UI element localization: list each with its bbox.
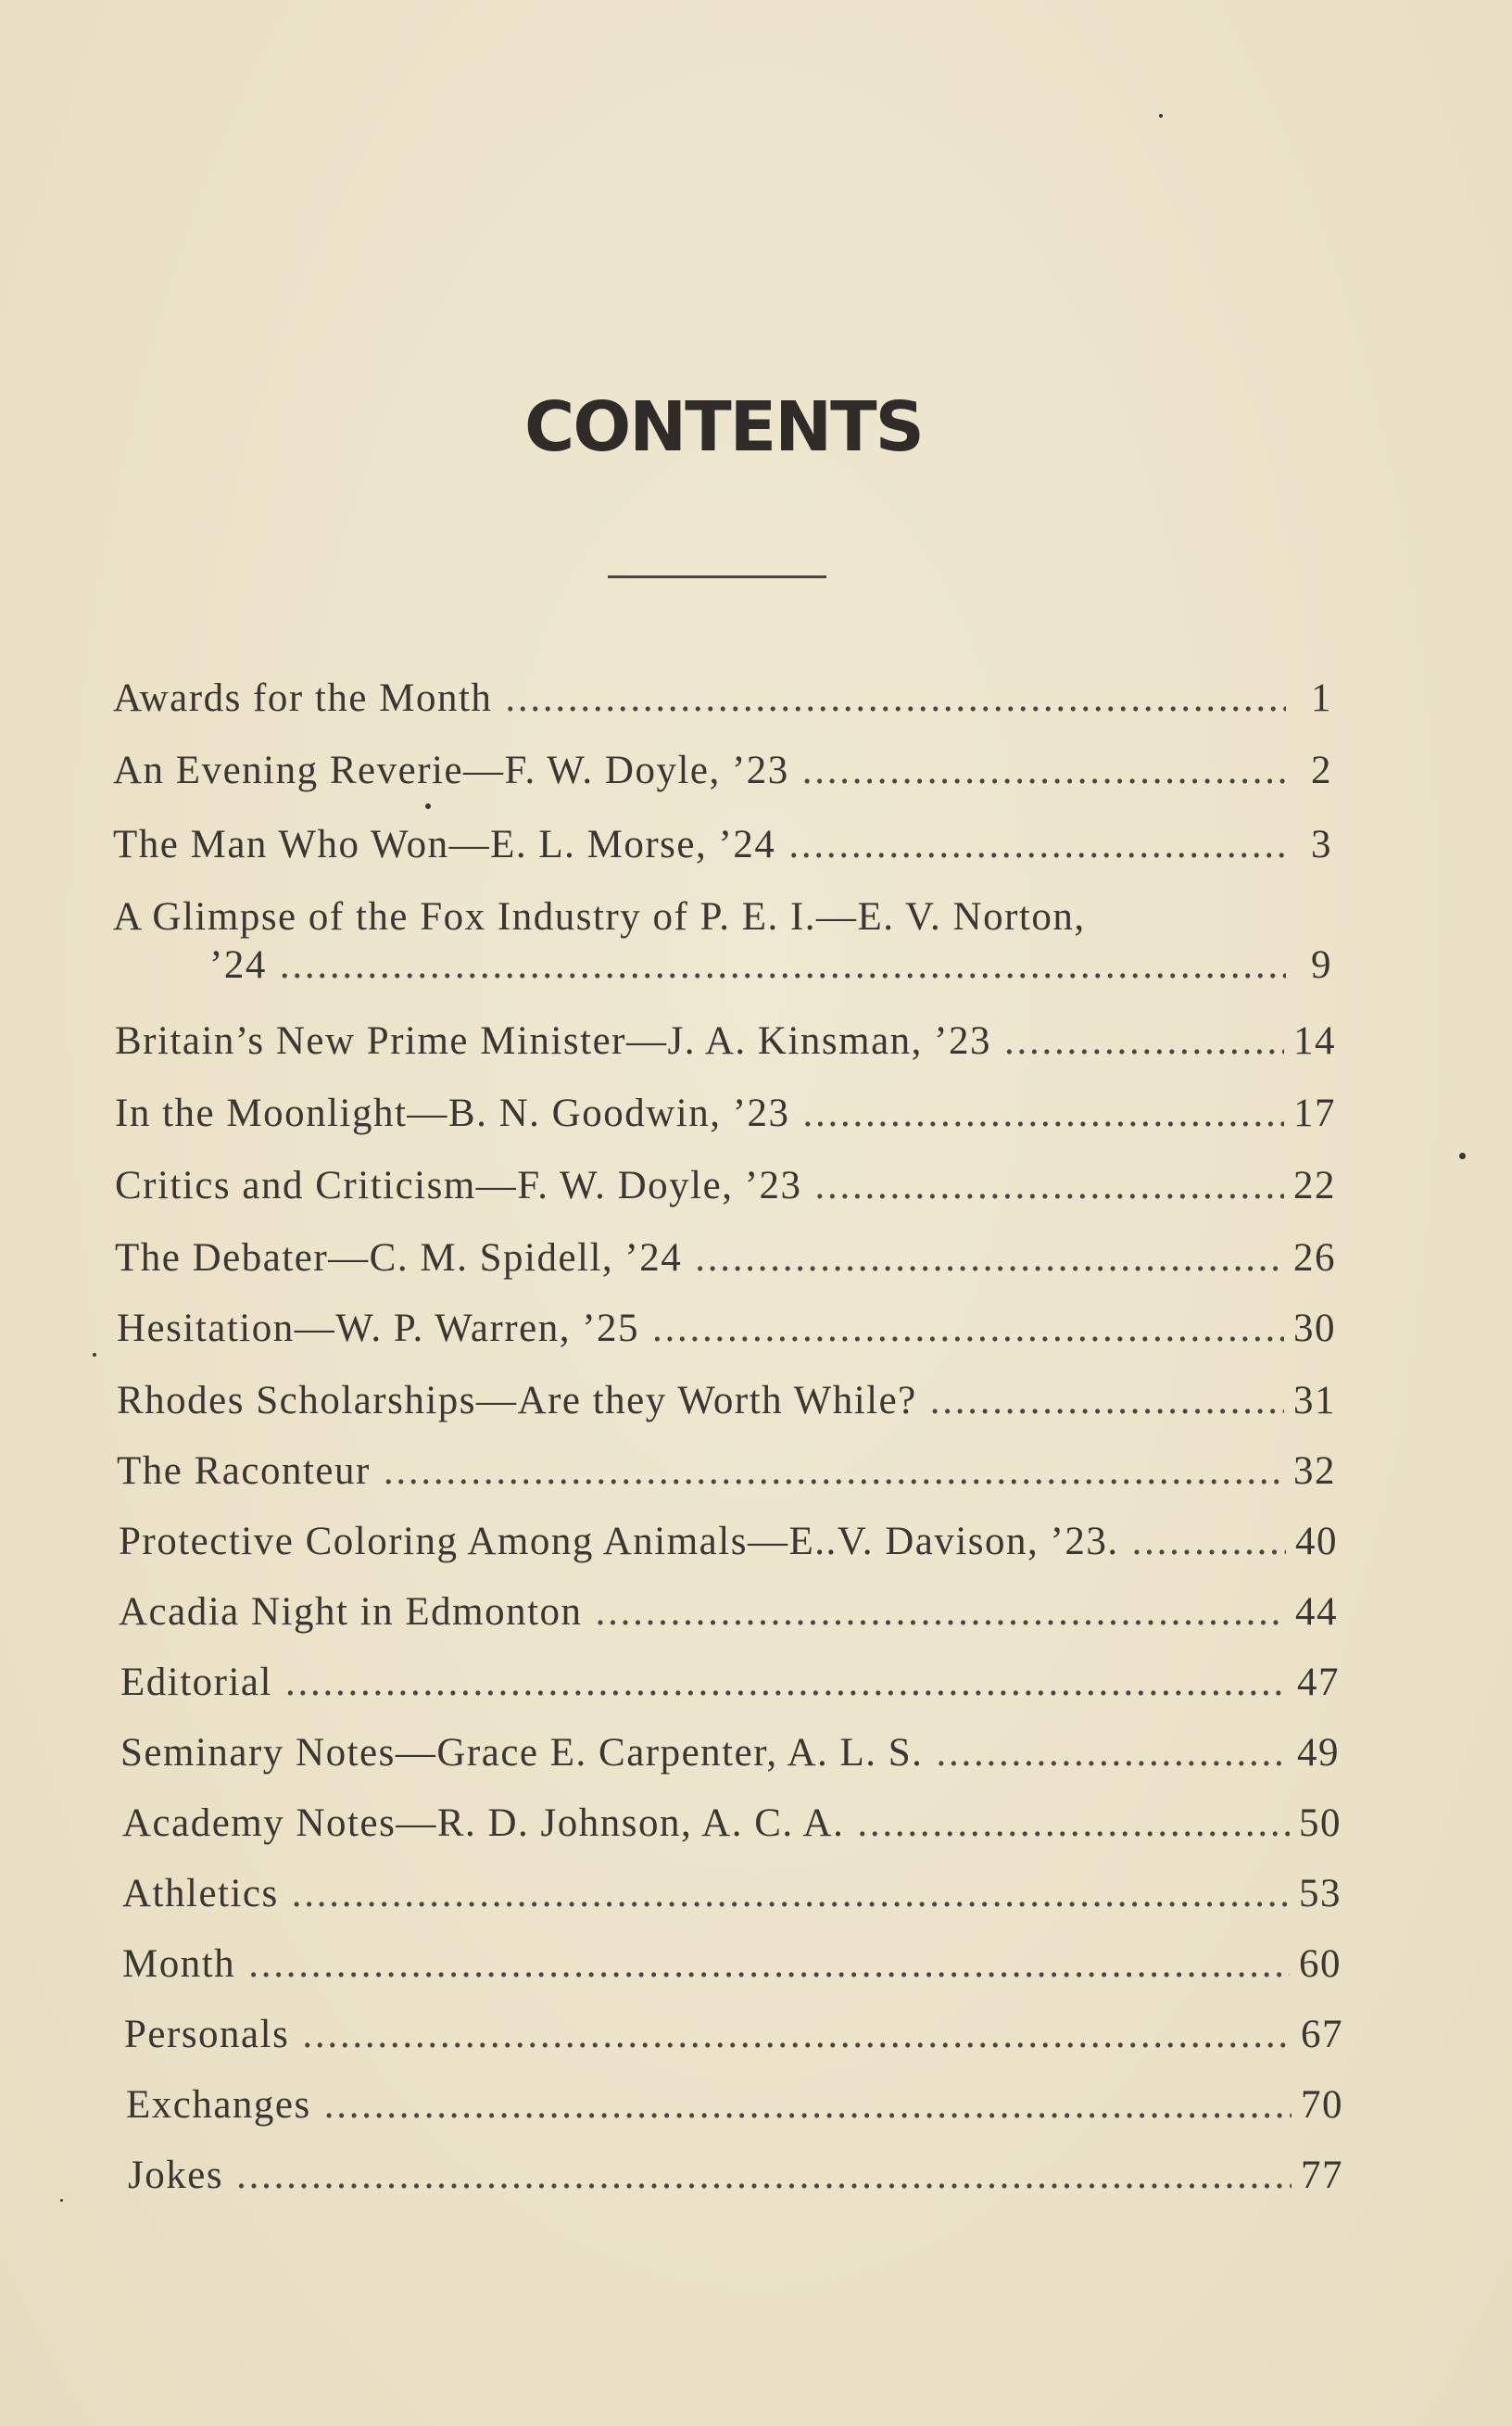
paper-speck bbox=[1459, 1153, 1466, 1159]
toc-entry[interactable] bbox=[115, 1162, 1336, 1210]
toc-entry[interactable] bbox=[126, 2081, 1343, 2129]
entry-title: In the Moonlight—B. N. Goodwin, ’23 bbox=[115, 1092, 790, 1135]
entry-title: A Glimpse of the Fox Industry of P. E. I.—E. V. Norton, bbox=[113, 895, 1086, 939]
dot-leader bbox=[652, 1305, 1284, 1353]
entry-page-number: 40 bbox=[1295, 1520, 1338, 1563]
entry-page-number: 17 bbox=[1293, 1092, 1336, 1135]
entry-title: Academy Notes—R. D. Johnson, A. C. A. bbox=[122, 1801, 845, 1845]
paper-speck bbox=[60, 2199, 63, 2202]
page-title: CONTENTS bbox=[524, 387, 923, 467]
toc-entry-continuation[interactable] bbox=[209, 941, 1332, 990]
toc-entry-first-line[interactable] bbox=[113, 893, 1332, 941]
dot-leader bbox=[1132, 1518, 1286, 1566]
dot-leader bbox=[857, 1800, 1290, 1848]
entry-title: The Raconteur bbox=[117, 1449, 371, 1493]
dot-leader bbox=[505, 675, 1286, 723]
entry-page-number: 22 bbox=[1293, 1164, 1336, 1207]
entry-title: Britain’s New Prime Minister—J. A. Kinsman, ’23 bbox=[115, 1019, 991, 1063]
toc-entry[interactable] bbox=[124, 2011, 1343, 2059]
entry-page-number: 3 bbox=[1311, 823, 1332, 866]
entry-page-number: 2 bbox=[1311, 749, 1332, 792]
dot-leader bbox=[1004, 1017, 1284, 1066]
toc-entry[interactable] bbox=[117, 1447, 1336, 1496]
entry-title: Seminary Notes—Grace E. Carpenter, A. L. S. bbox=[120, 1731, 924, 1775]
entry-title: The Debater—C. M. Spidell, ’24 bbox=[115, 1236, 683, 1280]
dot-leader bbox=[802, 747, 1286, 795]
toc-entry[interactable] bbox=[117, 1305, 1336, 1353]
dot-leader bbox=[302, 2011, 1292, 2059]
entry-page-number: 70 bbox=[1301, 2083, 1343, 2127]
dot-leader bbox=[815, 1162, 1284, 1210]
entry-page-number: 50 bbox=[1299, 1801, 1342, 1845]
entry-page-number: 9 bbox=[1311, 943, 1332, 987]
dot-leader bbox=[280, 941, 1286, 990]
entry-page-number: 53 bbox=[1299, 1872, 1342, 1915]
entry-title: Month bbox=[122, 1942, 236, 1986]
toc-entry[interactable] bbox=[113, 675, 1332, 723]
dot-leader bbox=[803, 1090, 1284, 1138]
entry-title: Jokes bbox=[128, 2154, 224, 2197]
dot-leader bbox=[930, 1377, 1284, 1425]
entry-title: Rhodes Scholarships—Are they Worth While? bbox=[117, 1379, 917, 1422]
toc-entry[interactable] bbox=[115, 1017, 1336, 1066]
entry-title-continuation: ’24 bbox=[209, 943, 267, 987]
dot-leader bbox=[292, 1870, 1290, 1918]
entry-page-number: 31 bbox=[1293, 1379, 1336, 1422]
entry-page-number: 47 bbox=[1297, 1661, 1340, 1704]
paper-speck bbox=[425, 803, 431, 809]
toc-entry[interactable] bbox=[119, 1518, 1338, 1566]
paper-speck bbox=[93, 1353, 96, 1357]
entry-page-number: 44 bbox=[1295, 1590, 1338, 1634]
entry-title: Editorial bbox=[120, 1661, 272, 1704]
entry-title: Personals bbox=[124, 2013, 290, 2056]
entry-page-number: 60 bbox=[1299, 1942, 1342, 1986]
entry-title: Awards for the Month bbox=[113, 676, 493, 720]
entry-title: Athletics bbox=[122, 1872, 279, 1915]
dot-leader bbox=[936, 1729, 1288, 1777]
dot-leader bbox=[248, 1940, 1290, 1989]
toc-entry[interactable] bbox=[115, 1234, 1336, 1282]
entry-page-number: 1 bbox=[1311, 676, 1332, 720]
toc-entry[interactable] bbox=[119, 1588, 1338, 1636]
entry-title: Critics and Criticism—F. W. Doyle, ’23 bbox=[115, 1164, 802, 1207]
toc-entry[interactable] bbox=[122, 1800, 1342, 1848]
entry-title: An Evening Reverie—F. W. Doyle, ’23 bbox=[113, 749, 789, 792]
dot-leader bbox=[695, 1234, 1284, 1282]
dot-leader bbox=[236, 2152, 1292, 2200]
dot-leader bbox=[285, 1659, 1288, 1707]
toc-entry[interactable] bbox=[115, 1090, 1336, 1138]
entry-page-number: 30 bbox=[1293, 1307, 1336, 1350]
entry-title: Acadia Night in Edmonton bbox=[119, 1590, 583, 1634]
dot-leader bbox=[788, 821, 1286, 869]
entry-page-number: 67 bbox=[1301, 2013, 1343, 2056]
entry-title: Hesitation—W. P. Warren, ’25 bbox=[117, 1307, 640, 1350]
entry-page-number: 14 bbox=[1293, 1019, 1336, 1063]
dot-leader bbox=[324, 2081, 1292, 2129]
toc-entry[interactable] bbox=[120, 1659, 1340, 1707]
paper-speck bbox=[1159, 114, 1163, 118]
toc-entry[interactable] bbox=[113, 821, 1332, 869]
entry-title: Protective Coloring Among Animals—E..V. Davison, ’23. bbox=[119, 1520, 1119, 1563]
toc-entry[interactable] bbox=[122, 1940, 1342, 1989]
entry-page-number: 26 bbox=[1293, 1236, 1336, 1280]
toc-entry[interactable] bbox=[120, 1729, 1340, 1777]
toc-entry[interactable] bbox=[117, 1377, 1336, 1425]
entry-page-number: 49 bbox=[1297, 1731, 1340, 1775]
toc-entry[interactable] bbox=[128, 2152, 1343, 2200]
dot-leader bbox=[596, 1588, 1286, 1636]
entry-title: Exchanges bbox=[126, 2083, 311, 2127]
dot-leader bbox=[384, 1447, 1284, 1496]
toc-entry[interactable] bbox=[113, 747, 1332, 795]
entry-title: The Man Who Won—E. L. Morse, ’24 bbox=[113, 823, 776, 866]
entry-page-number: 32 bbox=[1293, 1449, 1336, 1493]
entry-page-number: 77 bbox=[1301, 2154, 1343, 2197]
toc-entry[interactable] bbox=[122, 1870, 1342, 1918]
